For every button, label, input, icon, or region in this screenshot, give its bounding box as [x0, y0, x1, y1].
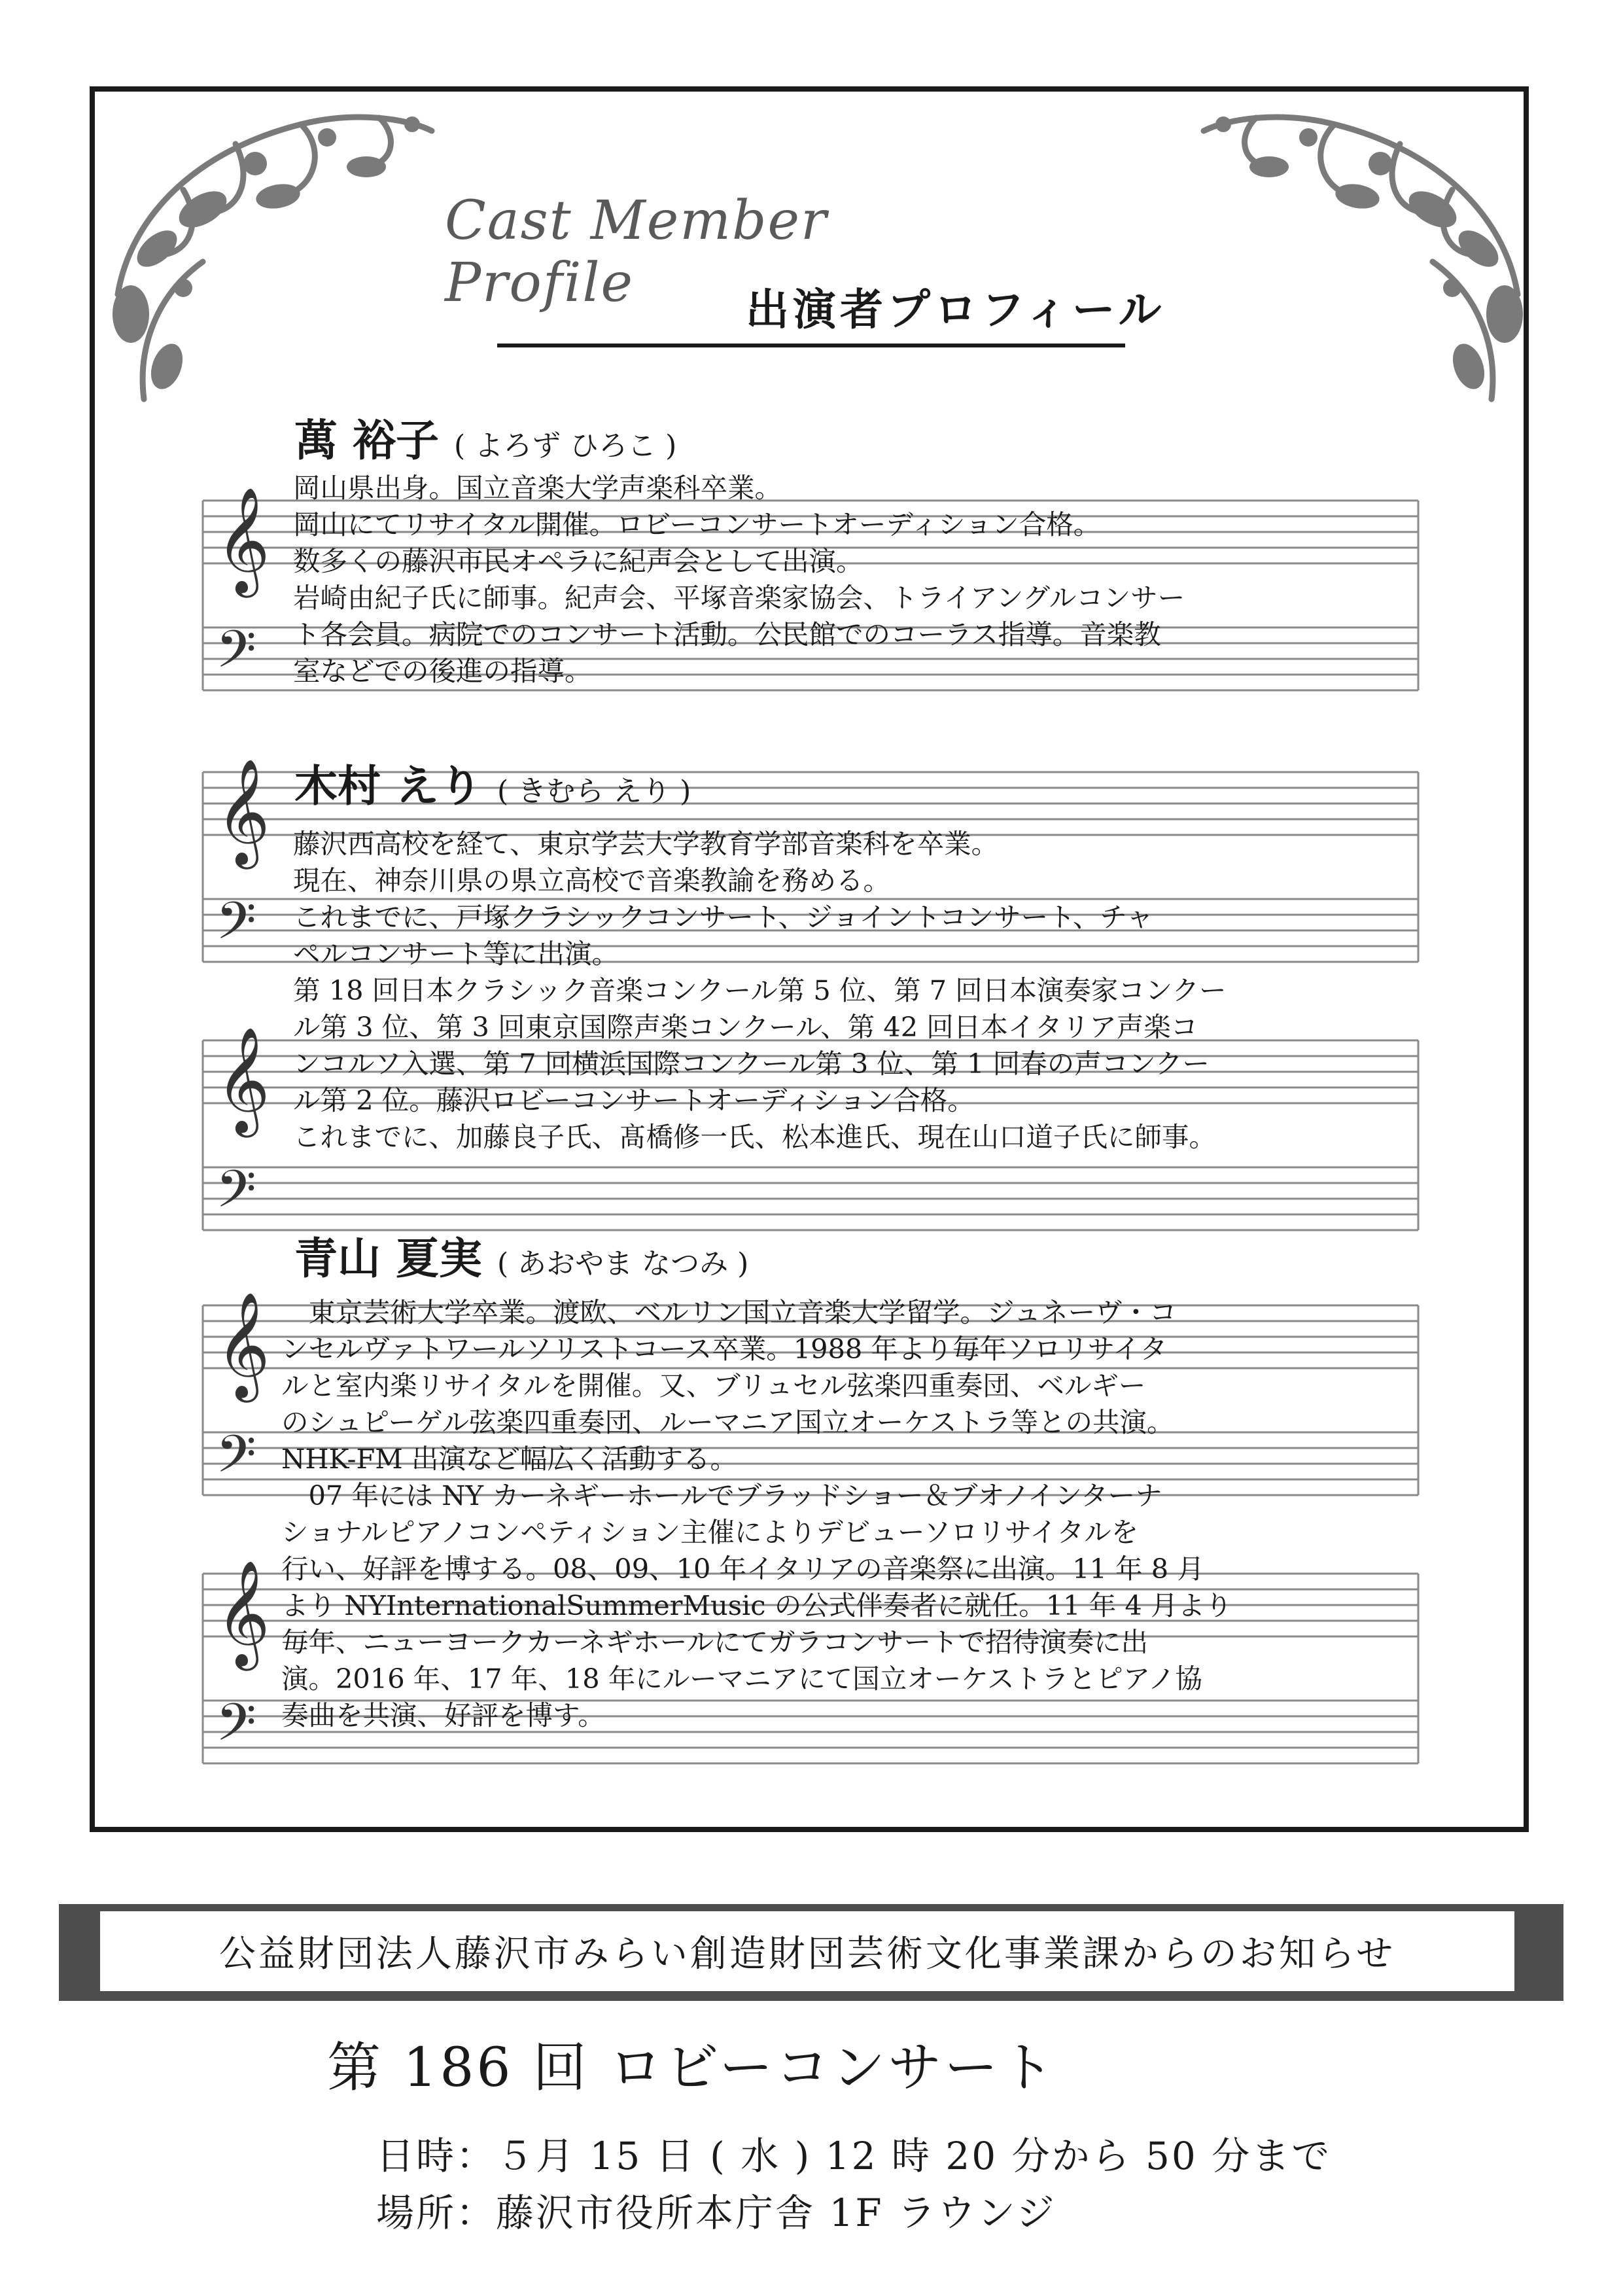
bio-line: ルと室内楽リサイタルを開催。又、ブリュセル弦楽四重奏団、ベルギー: [281, 1369, 1146, 1402]
cast-name-text: 木村 えり: [294, 760, 482, 811]
page-title: 出演者プロフィール: [746, 285, 1166, 335]
concert-place: 場所：藤沢市役所本庁舎 1F ラウンジ: [376, 2191, 1056, 2235]
bio-line: ショナルピアノコンペティション主催によりデビューソロリサイタルを: [281, 1516, 1139, 1548]
cast-reading: ( きむら えり ): [497, 775, 691, 808]
bio-line: 第 18 回日本クラシック音楽コンクール第 5 位、第 7 回日本演奏家コンクー: [293, 974, 1227, 1006]
bio-line: より NYInternationalSummerMusic の公式伴奏者に就任。11 年 4 月より: [281, 1589, 1232, 1621]
treble-clef-icon: 𝄞: [216, 1292, 270, 1398]
bass-clef-icon: 𝄢: [216, 619, 256, 692]
bass-clef-icon: 𝄢: [216, 1692, 256, 1765]
bio-line: ペルコンサート等に出演。: [293, 938, 620, 970]
concert-datetime: 日時：５月 15 日 ( 水 ) 12 時 20 分から 50 分まで: [376, 2134, 1332, 2178]
notice-banner: 公益財団法人藤沢市みらい創造財団芸術文化事業課からのお知らせ: [98, 1909, 1516, 1993]
treble-clef-icon: 𝄞: [216, 1561, 270, 1667]
bio-line: ル第 2 位。藤沢ロビーコンサートオーディション合格。: [293, 1084, 975, 1116]
cast-name-3: [294, 1224, 748, 1286]
bio-line: 藤沢西高校を経て、東京学芸大学教育学部音楽科を卒業。: [293, 828, 999, 860]
bio-line: 行い、好評を博する。08、09、10 年イタリアの音楽祭に出演。11 年 8 月: [281, 1553, 1204, 1585]
bio-line: ンコルソ入選、第 7 回横浜国際コンクール第 3 位、第 1 回春の声コンクー: [293, 1048, 1210, 1080]
bio-line: 東京芸術大学卒業。渡欧、ベルリン国立音楽大学留学。ジュネーヴ・コ: [281, 1296, 1177, 1328]
bass-clef-icon: 𝄢: [216, 891, 256, 964]
bio-line: 07 年には NY カーネギーホールでブラッドショー＆ブオノインターナ: [281, 1479, 1162, 1511]
bio-line: NHK-FM 出演など幅広く活動する。: [281, 1443, 737, 1475]
corner-ornament-right: [1191, 98, 1531, 412]
title-underline: [497, 344, 1125, 347]
cast-name-2: [294, 751, 691, 813]
bio-line: 岩崎由紀子氏に師事。紀声会、平塚音楽家協会、トライアングルコンサー: [293, 582, 1185, 614]
bio-line: 室などでの後進の指導。: [293, 655, 592, 687]
cast-bio-2: [293, 826, 1392, 1156]
cast-bio-1: [293, 470, 1392, 690]
bio-line: ンセルヴァトワールソリストコース卒業。1988 年より毎年ソロリサイタ: [281, 1333, 1168, 1365]
cast-name-text: 青山 夏実: [294, 1233, 482, 1284]
bio-line: 現在、神奈川県の県立高校で音楽教諭を務める。: [293, 864, 891, 896]
bio-line: のシュピーゲル弦楽四重奏団、ルーマニア国立オーケストラ等との共演。: [281, 1406, 1174, 1438]
cast-name-text: 萬 裕子: [294, 415, 439, 466]
bio-line: ト各会員。病院でのコンサート活動。公民館でのコーラス指導。音楽教: [293, 618, 1161, 650]
treble-clef-icon: 𝄞: [216, 759, 270, 865]
corner-ornament-left: [105, 98, 445, 412]
bass-clef-icon: 𝄢: [216, 1159, 256, 1232]
cast-name-1: [294, 406, 676, 468]
bio-line: ル第 3 位、第 3 回東京国際声楽コンクール、第 42 回日本イタリア声楽コ: [293, 1011, 1198, 1043]
cast-bio-3: [281, 1294, 1380, 1734]
bass-clef-icon: 𝄢: [216, 1424, 256, 1497]
bio-line: 岡山県出身。国立音楽大学声楽科卒業。: [293, 472, 782, 504]
script-title: Cast Member Profile: [445, 190, 828, 314]
bio-line: これまでに、戸塚クラシックコンサート、ジョイントコンサート、チャ: [293, 901, 1154, 933]
bio-line: 数多くの藤沢市民オペラに紀声会として出演。: [293, 545, 864, 577]
cast-reading: ( よろず ひろこ ): [453, 429, 677, 463]
treble-clef-icon: 𝄞: [216, 1027, 270, 1133]
bio-line: 毎年、ニューヨークカーネギホールにてガラコンサートで招待演奏に出: [281, 1626, 1149, 1658]
bio-line: 奏曲を共演、好評を博す。: [281, 1699, 605, 1731]
bio-line: 演。2016 年、17 年、18 年にルーマニアにて国立オーケストラとピアノ協: [281, 1663, 1202, 1695]
treble-clef-icon: 𝄞: [216, 487, 270, 593]
concert-title: 第 186 回 ロビーコンサート: [327, 2037, 1057, 2099]
bio-line: 岡山にてリサイタル開催。ロビーコンサートオーディション合格。: [293, 508, 1101, 540]
bio-line: これまでに、加藤良子氏、髙橋修一氏、松本進氏、現在山口道子氏に師事。: [293, 1121, 1217, 1153]
cast-reading: ( あおやま なつみ ): [497, 1247, 749, 1280]
